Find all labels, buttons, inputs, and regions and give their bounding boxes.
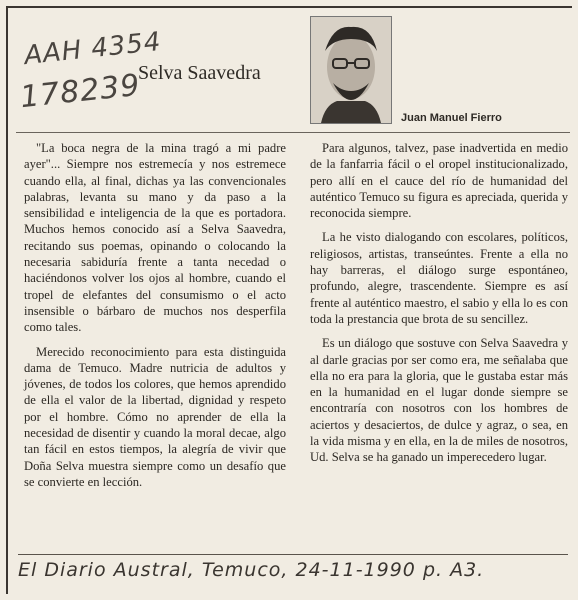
article-title: Selva Saavedra [138, 62, 261, 84]
right-column [310, 140, 568, 474]
paragraph: Para algunos, talvez, pase inadvertida en medio de la fanfarria fácil o el oropel institucionalizado, pero allí en el cauce del río de humanidad del auténtico Temuco su figura es apreciada, querida y reconocida siempre. [310, 141, 568, 221]
paragraph: "La boca negra de la mina tragó a mi padre ayer"... Siempre nos estremecía y nos estremece cuando ella, al final, dichas ya las convencionales palabras, levanta su mano y da paso a la sensibilidad e inteligencia de la que es portadora. Muchos hemos conocido así a Selva Saavedra, recitando sus poemas, opinando o colocando la necesaria sabiduría frente a tanta necedad o haciéndonos volver los ojos al hombre, cuando el tropel de elefantes del consumismo o el acto insensible o bárbaro de muchos nos desperfila como tales. [24, 141, 286, 335]
author-photo [310, 16, 392, 124]
handwritten-source-note: El Diario Austral, Temuco, 24-11-1990 p. A3. [18, 554, 568, 581]
left-column [24, 140, 286, 498]
paragraph: Es un diálogo que sostuve con Selva Saavedra y al darle gracias por ser como era, me señalaba que ella no era para la gloria, que le gustaba estar más en la humanidad en el lugar donde siempre se encontraría con nosotros con los hombres de aciertos y desaciertos, de dulce y agraz, o sea, en la vida misma y en ella, en la de miles de nosotros, Ud. Selva se ha ganado un imperecedero lugar. [310, 336, 568, 465]
author-name: Juan Manuel Fierro [401, 112, 502, 124]
handwritten-code-2: 178239 [18, 67, 143, 116]
header-divider [16, 132, 570, 133]
handwritten-code-1: AAH 4354 [22, 26, 163, 72]
paragraph: Merecido reconocimiento para esta distinguida dama de Temuco. Madre nutricia de adultos y jóvenes, de todos los colores, que hemos aprendido de ella el valor de la libertad, dignidad y respeto por el hombre. Cómo no aprender de ella la necesidad de disentir y cuando la moral decae, algo tan fácil en estos tiempos, la alegría de vivir que Doña Selva muestra siempre como un desafío que se convierte en lección. [24, 344, 286, 489]
paragraph: La he visto dialogando con escolares, políticos, religiosos, artistas, transeúntes. Frente a ella no hay barreras, el diálogo surge espontáneo, profundo, alegre, trascendente. Siempre es así frente al auténtico maestro, el sabio y ella lo es con toda la prestancia que brota de su sencillez. [310, 230, 568, 326]
